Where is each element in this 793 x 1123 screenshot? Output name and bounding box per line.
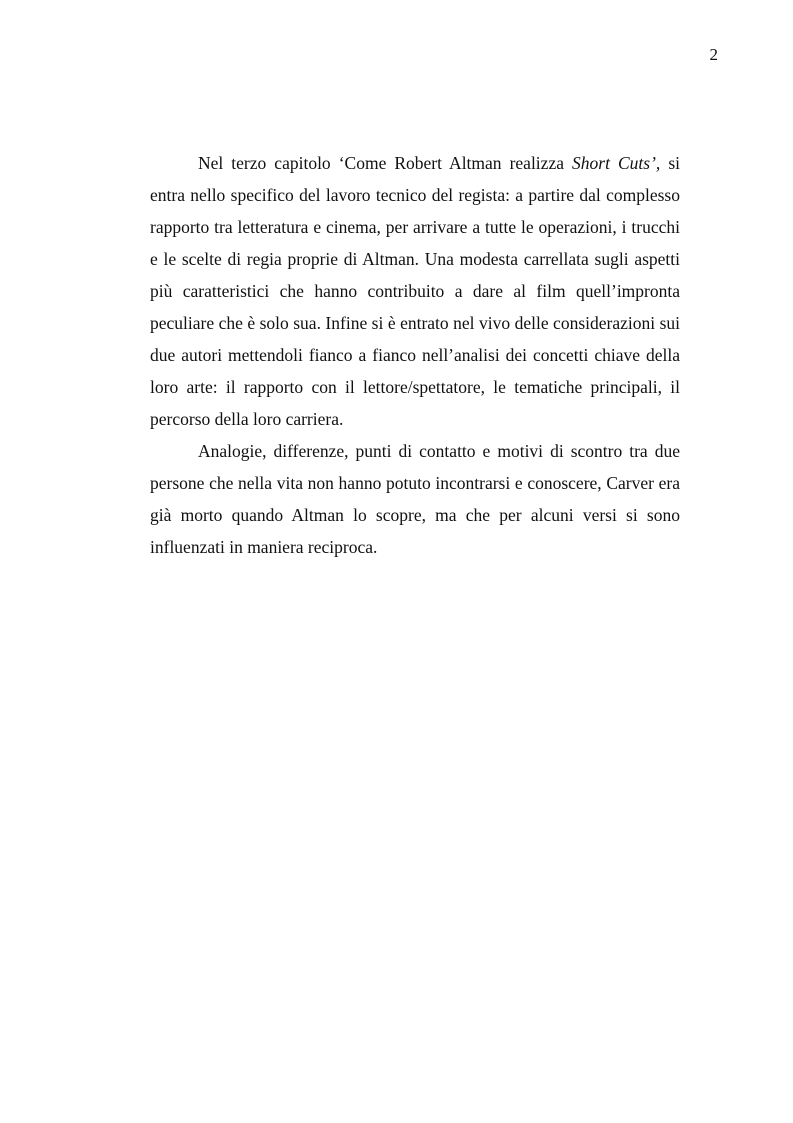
paragraph-1-text-start: Nel terzo capitolo ‘Come Robert Altman realizza — [198, 153, 573, 173]
paragraph-1-text-end: si entra nello specifico del lavoro tecnico del regista: a partire dal complesso rapporto tra letteratura e cinema, per arrivare a tutte le operazioni, i trucchi e le scelte di regia proprie di Altman. Una modesta carrellata sugli aspetti più caratteristici che hanno contribuito a dare al film quell’impronta peculiare che è solo sua. Infine si è entrato nel vivo delle considerazioni sui due autori mettendoli fianco a fianco nell’analisi dei concetti chiave della loro arte: il rapporto con il lettore/spettatore, le tematiche principali, il percorso della loro carriera. — [150, 153, 680, 429]
film-title-italic: Short Cuts’, — [572, 153, 661, 173]
paragraph-1 — [150, 147, 680, 435]
paragraph-2: Analogie, differenze, punti di contatto e motivi di scontro tra due persone che nella vita non hanno potuto incontrarsi e conoscere, Carver era già morto quando Altman lo scopre, ma che per alcuni versi si sono influenzati in maniera reciproca. — [150, 441, 680, 557]
document-body — [150, 147, 680, 563]
page-number: 2 — [709, 45, 718, 64]
